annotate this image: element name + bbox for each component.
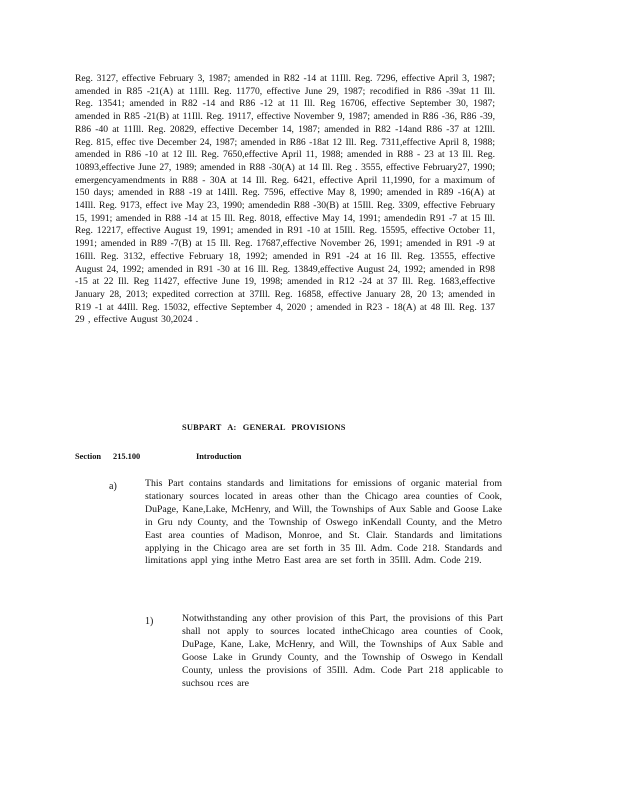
subpart-heading: SUBPART A: GENERAL PROVISIONS xyxy=(182,423,346,432)
section-label: Section xyxy=(75,452,102,461)
paragraph-a-marker: a) xyxy=(109,481,117,492)
section-number: 215.100 xyxy=(113,452,141,461)
history-note: Reg. 3127, effective February 3, 1987; amended in R82 -14 at 11Ill. Reg. 7296, effective April 3, 1987; amended in R85 -21(A) at 11Ill. Reg. 11770, effective June 29, 1987; recodified in R86 -39at 11 Ill. Reg. 13541; amended in R82 -14 and R86 -12 at 11 Ill. Reg 16706, effective September 30, 1987; amended in R85 -21(B) at 11Ill. Reg. 19117, effective November 9, 1987; amended in R86 -36, R86 -39, R86 -40 at 11Ill. Reg. 20829, effective December 14, 1987; amended in R82 -14and R86 -37 at 12Ill. Reg. 815, effec tive December 24, 1987; amended in R86 -18at 12 Ill. Reg. 7311,effective April 8, 1988; amended in R86 -10 at 12 Ill. Reg. 7650,effective April 11, 1988; amended in R88 - 23 at 13 Ill. Reg. 10893,effective June 27, 1989; amended in R88 -30(A) at 14 Ill. Reg . 3555, effective February27, 1990; emergencyamendments in R88 - 30A at 14 Ill. Reg. 6421, effective April 11,1990, for a maximum of 150 days; amended in R88 -19 at 14Ill. Reg. 7596, effective May 8, 1990; amended in R89 -16(A) at 14Ill. Reg. 9173, effect ive May 23, 1990; amendedin R88 -30(B) at 15Ill. Reg. 3309, effective February 15, 1991; amended in R88 -14 at 15 Ill. Reg. 8018, effective May 14, 1991; amendedin R91 -7 at 15 Ill. Reg. 12217, effective August 19, 1991; amended in R91 -10 at 15Ill. Reg. 15595, effective October 11, 1991; amended in R89 -7(B) at 15 Ill. Reg. 17687,effective November 26, 1991; amended in R91 -9 at 16Ill. Reg. 3132, effective February 18, 1992; amended in R91 -24 at 16 Ill. Reg. 13555, effective August 24, 1992; amended in R91 -30 at 16 Ill. Reg. 13849,effective August 24, 1992; amended in R98 -15 at 22 Ill. Reg 11427, effective June 19, 1998; amended in R12 -24 at 37 Ill. Reg. 1683,effective January 28, 2013; expedited correction at 37Ill. Reg. 16858, effective January 28, 20 13; amended in R19 -1 at 44Ill. Reg. 15032, effective September 4, 2020 ; amended in R23 - 18(A) at 48 Ill. Reg. 137 29 , effective August 30,2024 . xyxy=(75,73,495,326)
paragraph-a-text: This Part contains standards and limitations for emissions of organic material from stationary sources located in areas other than the Chicago area counties of Cook, DuPage, Kane,Lake, McHenry, and Will, the Townships of Aux Sable and Goose Lake in Gru ndy County, and the Township of Oswego inKendall County, and the Metro East area counties of Madison, Monroe, and St. Clair. Standards and limitations applying in the Chicago area are set forth in 35 Ill. Adm. Code 218. Standards and limitations appl ying inthe Metro East area are set forth in 35Ill. Adm. Code 219. xyxy=(145,478,502,567)
subparagraph-1-text: Notwithstanding any other provision of this Part, the provisions of this Part shall not apply to sources located intheChicago area counties of Cook, DuPage, Kane, Lake, McHenry, and Will, the Townships of Aux Sable and Goose Lake in Grundy County, and the Township of Oswego in Kendall County, unless the provisions of 35Ill. Adm. Code Part 218 applicable to suchsou rces are xyxy=(182,613,503,689)
subparagraph-1-marker: 1) xyxy=(145,616,154,627)
section-title: Introduction xyxy=(196,452,242,461)
